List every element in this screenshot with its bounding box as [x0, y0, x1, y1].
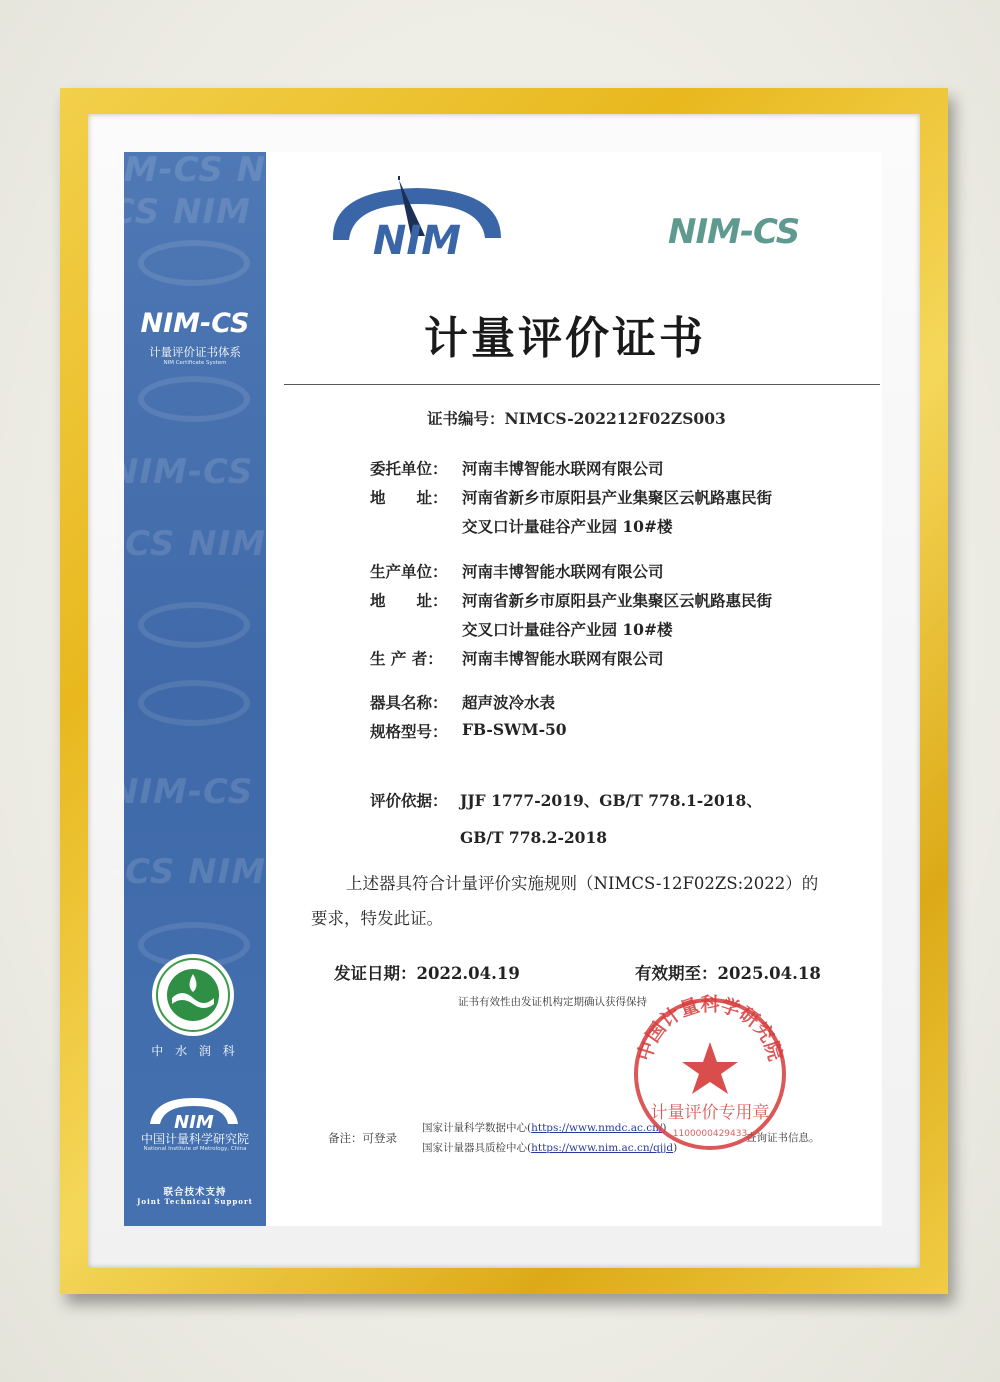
frame-mat	[88, 114, 920, 1268]
certificate-paper	[110, 150, 882, 1226]
joint-support: 联合技术支持	[163, 1187, 227, 1198]
certificate-number-label: 证书编号：	[427, 409, 505, 428]
watermark: IM-CS NIM	[110, 150, 315, 190]
remark-line1-suffix: )	[662, 1122, 667, 1134]
institute-logo-icon	[144, 1094, 244, 1134]
sidebar-brand-en: NIM Certificate System	[163, 360, 227, 366]
watermark: -CS NIM	[110, 524, 267, 564]
valid-date-value: 2025.04.18	[717, 964, 821, 983]
remark-label: 备注：可登录	[328, 1131, 397, 1145]
production-address-line2: 交叉口计量硅谷产业园 10#楼	[462, 620, 673, 639]
client-address-line2: 交叉口计量硅谷产业园 10#楼	[462, 517, 673, 536]
divider	[284, 384, 880, 385]
model-label: 规格型号：	[370, 722, 448, 741]
remark-line2-suffix: )	[673, 1142, 678, 1154]
nim-logo-icon	[329, 176, 505, 264]
partner-name: 中 水 润 科	[151, 1044, 239, 1058]
watermark: NIM-CS	[110, 452, 254, 492]
picture-frame	[60, 88, 948, 1294]
watermark: CS NIM	[110, 192, 252, 232]
nmdc-link[interactable]: https://www.nmdc.ac.cn/	[531, 1122, 663, 1134]
remark-line2-prefix: 国家计量器具质检中心(	[422, 1142, 532, 1154]
joint-support-en: Joint Technical Support	[137, 1197, 253, 1206]
water-logo-icon	[150, 952, 236, 1038]
watermark: -CS NIM	[110, 852, 267, 892]
seal-serial: 1100000429433	[672, 1129, 748, 1139]
sidebar-brand-subtitle: 计量评价证书体系	[149, 345, 241, 359]
manufacturer-label: 生 产 者：	[370, 649, 443, 668]
basis-label: 评价依据：	[370, 791, 448, 810]
client-address-label: 地 址：	[370, 488, 448, 507]
watermark-arc	[138, 376, 250, 422]
certificate-number	[427, 407, 726, 429]
remark-tail: 查询证书信息。	[746, 1132, 820, 1144]
official-seal-icon	[630, 994, 790, 1154]
page-title: 计量评价证书	[424, 313, 706, 364]
seal-text: 中国计量科学研究院	[633, 994, 787, 1064]
manufacturer-value: 河南丰博智能水联网有限公司	[462, 649, 664, 668]
instrument-label: 器具名称：	[370, 693, 448, 712]
watermark: NIM-CS	[110, 772, 254, 812]
issue-date-value: 2022.04.19	[416, 964, 520, 983]
statement-line2: 要求，特发此证。	[311, 909, 443, 928]
valid-date-label: 有效期至：	[635, 964, 718, 983]
sidebar-brand: NIM-CS	[140, 308, 250, 339]
model-value: FB-SWM-50	[462, 720, 567, 739]
client-address-line1: 河南省新乡市原阳县产业集聚区云帆路惠民街	[462, 488, 773, 507]
validity-note: 证书有效性由发证机构定期确认获得保持	[458, 996, 647, 1008]
certificate-number-value: NIMCS-202212F02ZS003	[504, 409, 726, 428]
statement-line1: 上述器具符合计量评价实施规则（NIMCS-12F02ZS:2022）的	[346, 874, 819, 893]
basis-line1: JJF 1777-2019、GB/T 778.1-2018、	[460, 791, 762, 810]
valid-date	[635, 960, 821, 984]
watermark-arc	[138, 680, 250, 726]
nim-logo-text: NIM	[372, 218, 462, 264]
production-value: 河南丰博智能水联网有限公司	[462, 562, 664, 581]
institute-name-en: National Institute of Metrology, China	[143, 1146, 247, 1152]
client-label: 委托单位：	[370, 459, 448, 478]
nim-link[interactable]: https://www.nim.ac.cn/qjjd	[531, 1142, 674, 1154]
watermark-arc	[138, 602, 250, 648]
production-label: 生产单位：	[370, 562, 448, 581]
svg-text:NIM: NIM	[174, 1112, 214, 1133]
issue-date-label: 发证日期：	[334, 964, 417, 983]
seal-subtext: 计量评价专用章	[650, 1103, 770, 1123]
brand-right: NIM-CS	[668, 212, 800, 252]
watermark-arc	[138, 240, 250, 286]
institute-name: 中国计量科学研究院	[140, 1132, 249, 1146]
basis-line2: GB/T 778.2-2018	[460, 828, 608, 847]
certificate-sidebar	[110, 150, 315, 1226]
production-address-line1: 河南省新乡市原阳县产业集聚区云帆路惠民街	[462, 591, 773, 610]
client-value: 河南丰博智能水联网有限公司	[462, 459, 664, 478]
instrument-value: 超声波冷水表	[462, 693, 556, 712]
remark-line1-prefix: 国家计量科学数据中心(	[422, 1122, 532, 1134]
production-address-label: 地 址：	[370, 591, 448, 610]
issue-date	[334, 960, 520, 984]
